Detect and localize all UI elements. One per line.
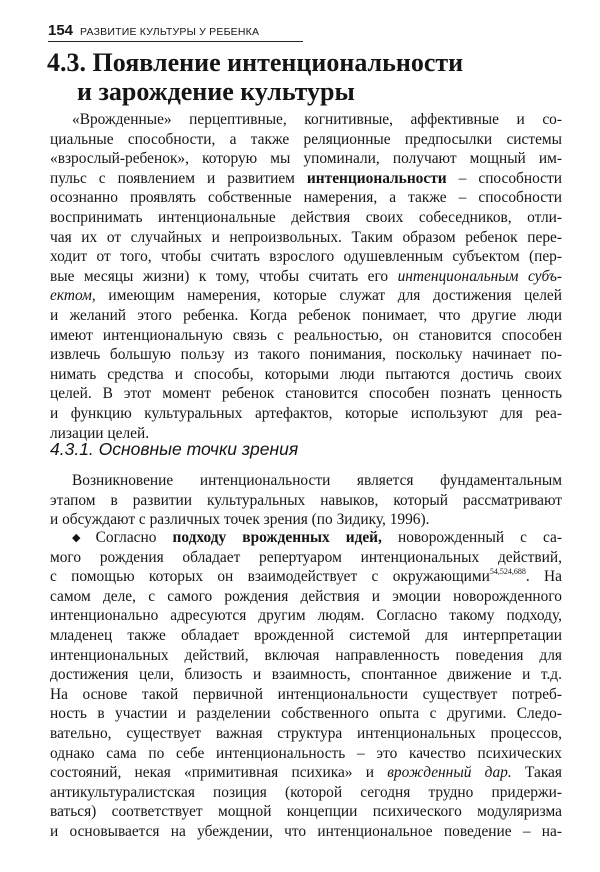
bold-term-innate-ideas: подходу врожденных идей, (172, 529, 382, 546)
text-line: воспринимать интенциональные действия своих собеседников, отли- (50, 208, 562, 226)
text-line: чая их от случайных и непроизвольных. Таким образом ребенок пере- (50, 228, 562, 246)
text-line: ходит от того, чтобы считать взрослого одушевленным субъектом (пер- (50, 248, 562, 266)
chapter-heading-line-1 (47, 48, 567, 77)
text-run: вые месяцы жизни) к тому, чтобы считать его (50, 267, 389, 285)
text-line: и основывается на убеждении, что интенциональное поведение – на- (50, 822, 562, 840)
text-line: осознанно проявлять собственные намерения, а также – способности (50, 189, 562, 207)
text-line: мого рождения обладает репертуаром интенциональных действий, (50, 548, 562, 566)
text-line: извлечь большую пользу из такого понимания, поскольку начинает по- (50, 346, 562, 364)
text-line: имеют интенциональную связь с реальностью, он становится способен (50, 326, 562, 344)
italic-term: интенциональным субъ- (397, 267, 562, 285)
running-head (48, 20, 303, 42)
text-line: однако сама по себе интенциональность – это качество психических (50, 744, 562, 762)
text-run: состояний, некая «примитивная психика» и (50, 764, 374, 782)
text-line: лизации целей. (50, 424, 150, 442)
text-line: целей. В этот момент ребенок становится способен познать ценность (50, 385, 562, 403)
text-run: . На (525, 568, 562, 586)
section-heading: 4.3.1. Основные точки зрения (50, 439, 299, 459)
intro-paragraph (50, 110, 562, 443)
text-line: ваться) соответствует мощной концепции психического модуляризма (50, 803, 562, 821)
chapter-title-line-2: и зарождение культуры (77, 77, 355, 106)
text-run: пульс с появлением и развитием (50, 169, 295, 187)
text-line: и обсуждают с различных точек зрения (по Зидику, 1996). (50, 511, 430, 529)
text-run: Согласно (95, 529, 157, 546)
text-run: – способности (458, 169, 562, 187)
page-number: 154 (48, 22, 74, 39)
text-line: «взрослый-ребенок», которую мы упоминали, получают мощный им- (50, 150, 562, 168)
text-run: с помощью которых он взаимодействует с окружающими (50, 568, 490, 586)
bullet-paragraph (50, 528, 562, 842)
reference-superscript: 54,524,688 (489, 567, 526, 577)
text-run: имеющим намерения, которые служат для достижения целей (108, 287, 562, 305)
text-line: ность в участии и разделении собственного опыта с другими. Следо- (50, 705, 562, 723)
chapter-title-line-1: Появление интенциональности (92, 48, 464, 77)
text-run: Такая (524, 764, 562, 782)
text-line (50, 567, 562, 587)
text-line: достижения цели, близость и взаимность, спонтанное движение и т.д. (50, 666, 562, 684)
italic-term: ектом, (50, 287, 96, 305)
diamond-bullet-icon: ◆ (72, 532, 93, 544)
text-line: «Врожденные» перцептивные, когнитивные, аффективные и со- (72, 111, 562, 128)
text-line (50, 528, 562, 548)
text-line: интенциональных действий, включая направленность поведения для (50, 646, 562, 664)
text-line (50, 169, 562, 189)
text-line: и функцию культуральных артефактов, которые используют для реа- (50, 404, 562, 422)
section-paragraph (50, 471, 562, 530)
text-line: нимать средства и способы, которыми люди пытаются достичь своих (50, 365, 562, 383)
text-line: Возникновение интенциональности является фундаментальным (72, 472, 562, 489)
text-line (50, 267, 562, 287)
text-line: циальные способности, а также реляционные предпосылки системы (50, 130, 562, 148)
text-line: вательно, существует важная структура интенциональных процессов, (50, 724, 562, 742)
running-title: РАЗВИТИЕ КУЛЬТУРЫ У РЕБЕНКА (80, 26, 260, 38)
text-line: младенец также обладает врожденной системой для интерпретации (50, 626, 562, 644)
text-line: интенционально адресуются другим людям. Согласно такому подходу, (50, 607, 562, 625)
text-line: и желаний этого ребенка. Когда ребенок понимает, что другие люди (50, 306, 562, 324)
italic-term: врожденный дар. (387, 764, 512, 782)
chapter-number: 4.3. (47, 48, 86, 77)
text-line (50, 763, 562, 783)
text-line: этапом в развитии культуральных навыков, который рассматривают (50, 491, 562, 509)
chapter-heading (47, 48, 567, 106)
text-line: самом деле, с самого рождения действия и эмоции новорожденного (50, 587, 562, 605)
text-run: новорожденный с са- (397, 529, 562, 546)
bold-term-intentionality: интенциональности (306, 169, 447, 187)
text-line: На основе такой первичной интенциональности существует потреб- (50, 685, 562, 703)
text-line: антикультуралистская позиция (которой сегодня трудно придержи- (50, 783, 562, 801)
text-line (50, 286, 562, 306)
